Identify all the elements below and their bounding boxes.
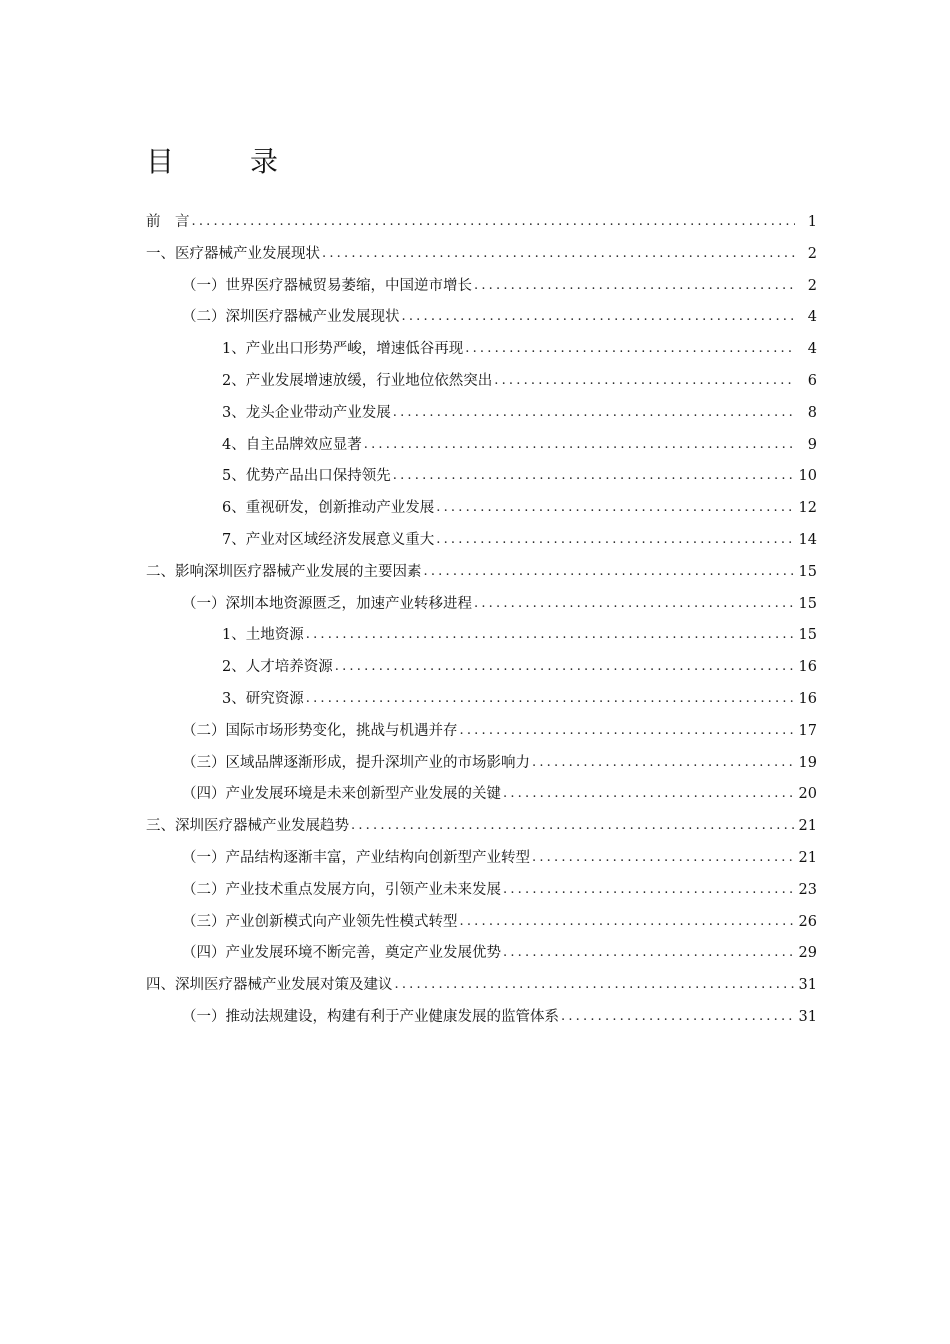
toc-entry-page-number: 16 xyxy=(798,691,817,707)
toc-entry-title: （一）产品结构逐渐丰富，产业结构向创新型产业转型 xyxy=(182,850,530,866)
toc-entry[interactable] xyxy=(222,401,817,425)
toc-leader-dots xyxy=(306,687,795,711)
toc-entry-title: 1、产业出口形势严峻，增速低谷再现 xyxy=(222,341,464,358)
toc-entry-title: （四）产业发展环境是未来创新型产业发展的关键 xyxy=(182,786,501,803)
toc-entry[interactable] xyxy=(222,496,817,520)
toc-entry-title: （一）世界医疗器械贸易萎缩，中国逆市增长 xyxy=(182,277,472,294)
page-title: 目 录 xyxy=(146,145,303,178)
toc-entry-title: 6、重视研发，创新推动产业发展 xyxy=(222,500,435,517)
toc-entry-title: 二、影响深圳医疗器械产业发展的主要因素 xyxy=(146,563,422,580)
toc-entry-title: 3、龙头企业带动产业发展 xyxy=(222,404,391,421)
toc-entry[interactable] xyxy=(182,910,817,934)
toc-leader-dots xyxy=(503,878,795,902)
toc-leader-dots xyxy=(424,560,795,584)
toc-entry[interactable] xyxy=(222,433,817,457)
toc-entry-title: （四）产业发展环境不断完善，奠定产业发展优势 xyxy=(182,945,501,962)
toc-leader-dots xyxy=(494,369,795,393)
toc-entry-title: （二）深圳医疗器械产业发展现状 xyxy=(182,309,400,326)
toc-entry-page-number: 2 xyxy=(807,245,817,262)
toc-leader-dots xyxy=(474,592,795,616)
toc-entry-title: 4、自主品牌效应显著 xyxy=(222,436,362,453)
toc-leader-dots xyxy=(436,528,794,552)
toc-entry-title: 四、深圳医疗器械产业发展对策及建议 xyxy=(146,977,393,994)
toc-entry-page-number: 26 xyxy=(798,913,817,930)
toc-entry[interactable] xyxy=(222,528,817,552)
toc-entry-page-number: 20 xyxy=(798,786,817,803)
toc-entry-title: 前 言 xyxy=(146,214,190,230)
toc-leader-dots xyxy=(306,623,795,647)
toc-entry-page-number: 29 xyxy=(798,945,817,962)
toc-entry-page-number: 16 xyxy=(798,659,817,676)
toc-entry-title: 三、深圳医疗器械产业发展趋势 xyxy=(146,818,349,835)
toc-entry-page-number: 12 xyxy=(798,500,817,517)
toc-leader-dots xyxy=(393,401,795,425)
toc-entry-title: 2、人才培养资源 xyxy=(222,659,333,676)
toc-leader-dots xyxy=(465,337,795,361)
toc-leader-dots xyxy=(351,814,795,838)
toc-entry-page-number: 2 xyxy=(807,277,817,294)
toc-entry-page-number: 8 xyxy=(807,404,817,421)
toc-entry[interactable] xyxy=(182,719,817,743)
toc-entry[interactable] xyxy=(146,210,817,234)
toc-entry-page-number: 31 xyxy=(798,1009,817,1025)
toc-entry[interactable] xyxy=(182,1005,817,1029)
toc-leader-dots xyxy=(503,782,795,806)
toc-entry-page-number: 14 xyxy=(798,532,817,548)
toc-entry-page-number: 21 xyxy=(798,818,817,835)
toc-entry[interactable] xyxy=(182,941,817,965)
toc-entry-page-number: 1 xyxy=(807,214,817,230)
toc-entry-page-number: 15 xyxy=(798,563,817,580)
toc-leader-dots xyxy=(503,941,795,965)
toc-entry-page-number: 19 xyxy=(798,754,817,771)
toc-entry-title: 7、产业对区域经济发展意义重大 xyxy=(222,532,435,548)
toc-entry[interactable] xyxy=(222,369,817,393)
toc-entry[interactable] xyxy=(182,846,817,870)
toc-leader-dots xyxy=(474,274,795,298)
toc-entry[interactable] xyxy=(182,878,817,902)
toc-entry-page-number: 17 xyxy=(798,722,817,739)
toc-entry[interactable] xyxy=(182,751,817,775)
toc-entry-page-number: 15 xyxy=(798,595,817,612)
toc-entry-page-number: 15 xyxy=(798,627,817,644)
toc-entry-title: （三）区域品牌逐渐形成，提升深圳产业的市场影响力 xyxy=(182,754,530,771)
toc-leader-dots xyxy=(532,846,795,870)
toc-entry-page-number: 10 xyxy=(798,468,817,485)
toc-entry[interactable] xyxy=(182,782,817,806)
toc-leader-dots xyxy=(532,751,795,775)
toc-leader-dots xyxy=(335,655,795,679)
toc-leader-dots xyxy=(395,973,795,997)
toc-leader-dots xyxy=(322,242,795,266)
toc-leader-dots xyxy=(402,305,796,329)
toc-entry-title: 3、研究资源 xyxy=(222,691,304,707)
toc-entry[interactable] xyxy=(222,464,817,488)
toc-entry[interactable] xyxy=(222,337,817,361)
toc-entry[interactable] xyxy=(222,623,817,647)
toc-entry-title: 一、医疗器械产业发展现状 xyxy=(146,245,320,262)
toc-entry[interactable] xyxy=(182,592,817,616)
toc-entry[interactable] xyxy=(146,560,817,584)
toc-entry-page-number: 31 xyxy=(798,977,817,994)
toc-entry[interactable] xyxy=(182,305,817,329)
toc-entry-title: 1、土地资源 xyxy=(222,627,304,644)
toc-leader-dots xyxy=(436,496,794,520)
toc-entry-page-number: 9 xyxy=(807,436,817,453)
toc-leader-dots xyxy=(460,910,795,934)
toc-leader-dots xyxy=(192,210,796,234)
toc-entry-title: （二）国际市场形势变化，挑战与机遇并存 xyxy=(182,722,458,739)
toc-entry[interactable] xyxy=(146,242,817,266)
toc-entry-title: （二）产业技术重点发展方向，引领产业未来发展 xyxy=(182,881,501,898)
toc-entry-title: （一）深圳本地资源匮乏，加速产业转移进程 xyxy=(182,595,472,612)
toc-entry[interactable] xyxy=(182,274,817,298)
toc-leader-dots xyxy=(393,464,795,488)
toc-leader-dots xyxy=(561,1005,795,1029)
toc-leader-dots xyxy=(460,719,795,743)
toc-entry-title: 2、产业发展增速放缓，行业地位依然突出 xyxy=(222,373,493,389)
toc-entry-title: （一）推动法规建设，构建有利于产业健康发展的监管体系 xyxy=(182,1009,559,1025)
toc-entry-title: （三）产业创新模式向产业领先性模式转型 xyxy=(182,913,458,930)
toc-entry-page-number: 6 xyxy=(807,373,817,389)
toc-leader-dots xyxy=(364,433,795,457)
toc-entry[interactable] xyxy=(146,973,817,997)
toc-entry-page-number: 4 xyxy=(807,341,817,358)
toc-entry[interactable] xyxy=(222,655,817,679)
toc-entry-page-number: 23 xyxy=(798,881,817,898)
toc-entry-title: 5、优势产品出口保持领先 xyxy=(222,468,391,485)
toc-entry[interactable] xyxy=(222,687,817,711)
toc-entry[interactable] xyxy=(146,814,817,838)
toc-entry-page-number: 21 xyxy=(798,850,817,866)
toc-entry-page-number: 4 xyxy=(807,309,817,326)
